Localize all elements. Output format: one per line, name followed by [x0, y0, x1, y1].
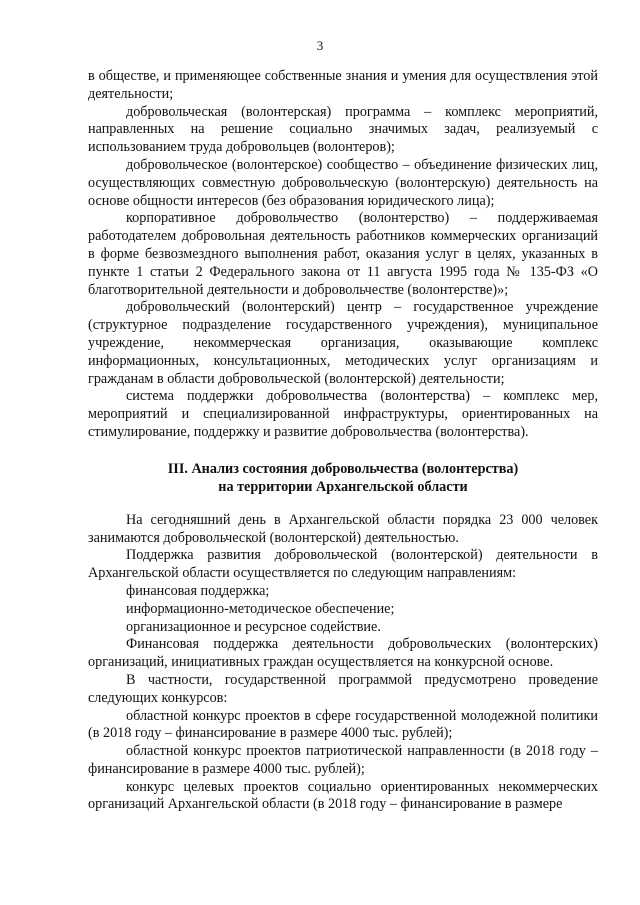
- list-item-patriotic-contest: областной конкурс проектов патриотической направленности (в 2018 году – финансирование в размере 4000 тыс. рублей);: [88, 743, 598, 777]
- document-body: [88, 68, 598, 814]
- definition-volunteer-center: добровольческий (волонтерский) центр – государственное учреждение (структурное подразделение государственного учреждения), муниципальное учреждение, некоммерческая организация, оказывающие комплекс информационных, консультационных, методических услуг организациям и гражданам в области добровольческой (волонтерской) деятельности;: [88, 299, 598, 387]
- paragraph-financial-support: Финансовая поддержка деятельности добровольческих (волонтерских) организаций, инициативных граждан осуществляется на конкурсной основе.: [88, 636, 598, 671]
- paragraph-volunteer-count: На сегодняшний день в Архангельской области порядка 23 000 человек занимаются добровольческой (волонтерской) деятельностью.: [88, 511, 598, 546]
- definition-support-system: система поддержки добровольчества (волонтерства) – комплекс мер, мероприятий и специализированной инфраструктуры, ориентированных на стимулирование, поддержку и развитие добровольчества (волонтерства).: [88, 388, 598, 440]
- section-heading: [88, 460, 598, 496]
- list-item-information-support: информационно-методическое обеспечение;: [126, 600, 395, 617]
- list-item-nko-contest: конкурс целевых проектов социально ориентированных некоммерческих организаций Архангельской области (в 2018 году – финансирование в размере: [88, 778, 598, 813]
- definition-corporate-volunteering: корпоративное добровольчество (волонтерство) – поддерживаемая работодателем добровольная деятельность работников коммерческих организаций в форме безвозмездного выполнения работ, оказания услуг в целях, указанных в пункте 1 статьи 2 Федерального закона от 11 августа 1995 года № 135-ФЗ «О благотворительной деятельности и добровольчестве (волонтерстве)»;: [88, 210, 598, 298]
- definition-volunteer-community: добровольческое (волонтерское) сообщество – объединение физических лиц, осуществляющих совместную добровольческую (волонтерскую) деятельность на основе общности интересов (без образования юридического лица);: [88, 156, 598, 209]
- list-item-organizational-support: организационное и ресурсное содействие.: [126, 618, 381, 635]
- section-heading-line-1: III. Анализ состояния добровольчества (волонтерства): [167, 460, 519, 477]
- list-item-financial-support: финансовая поддержка;: [126, 582, 270, 599]
- list-item-youth-policy-contest: областной конкурс проектов в сфере государственной молодежной политики (в 2018 году – финансирование в размере 4000 тыс. рублей);: [88, 707, 598, 742]
- section-heading-line-2: на территории Архангельской области: [218, 478, 468, 495]
- page-number: 3: [316, 38, 324, 53]
- paragraph-continuation: в обществе, и применяющее собственные знания и умения для осуществления этой деятельности;: [88, 68, 598, 102]
- paragraph-support-directions: Поддержка развития добровольческой (волонтерской) деятельности в Архангельской области осуществляется по следующим направлениям:: [88, 547, 598, 582]
- definition-volunteer-program: добровольческая (волонтерская) программа – комплекс мероприятий, направленных на решение социально значимых задач, реализуемый с использованием труда добровольцев (волонтеров);: [88, 103, 598, 156]
- paragraph-state-program: В частности, государственной программой предусмотрено проведение следующих конкурсов:: [88, 671, 598, 706]
